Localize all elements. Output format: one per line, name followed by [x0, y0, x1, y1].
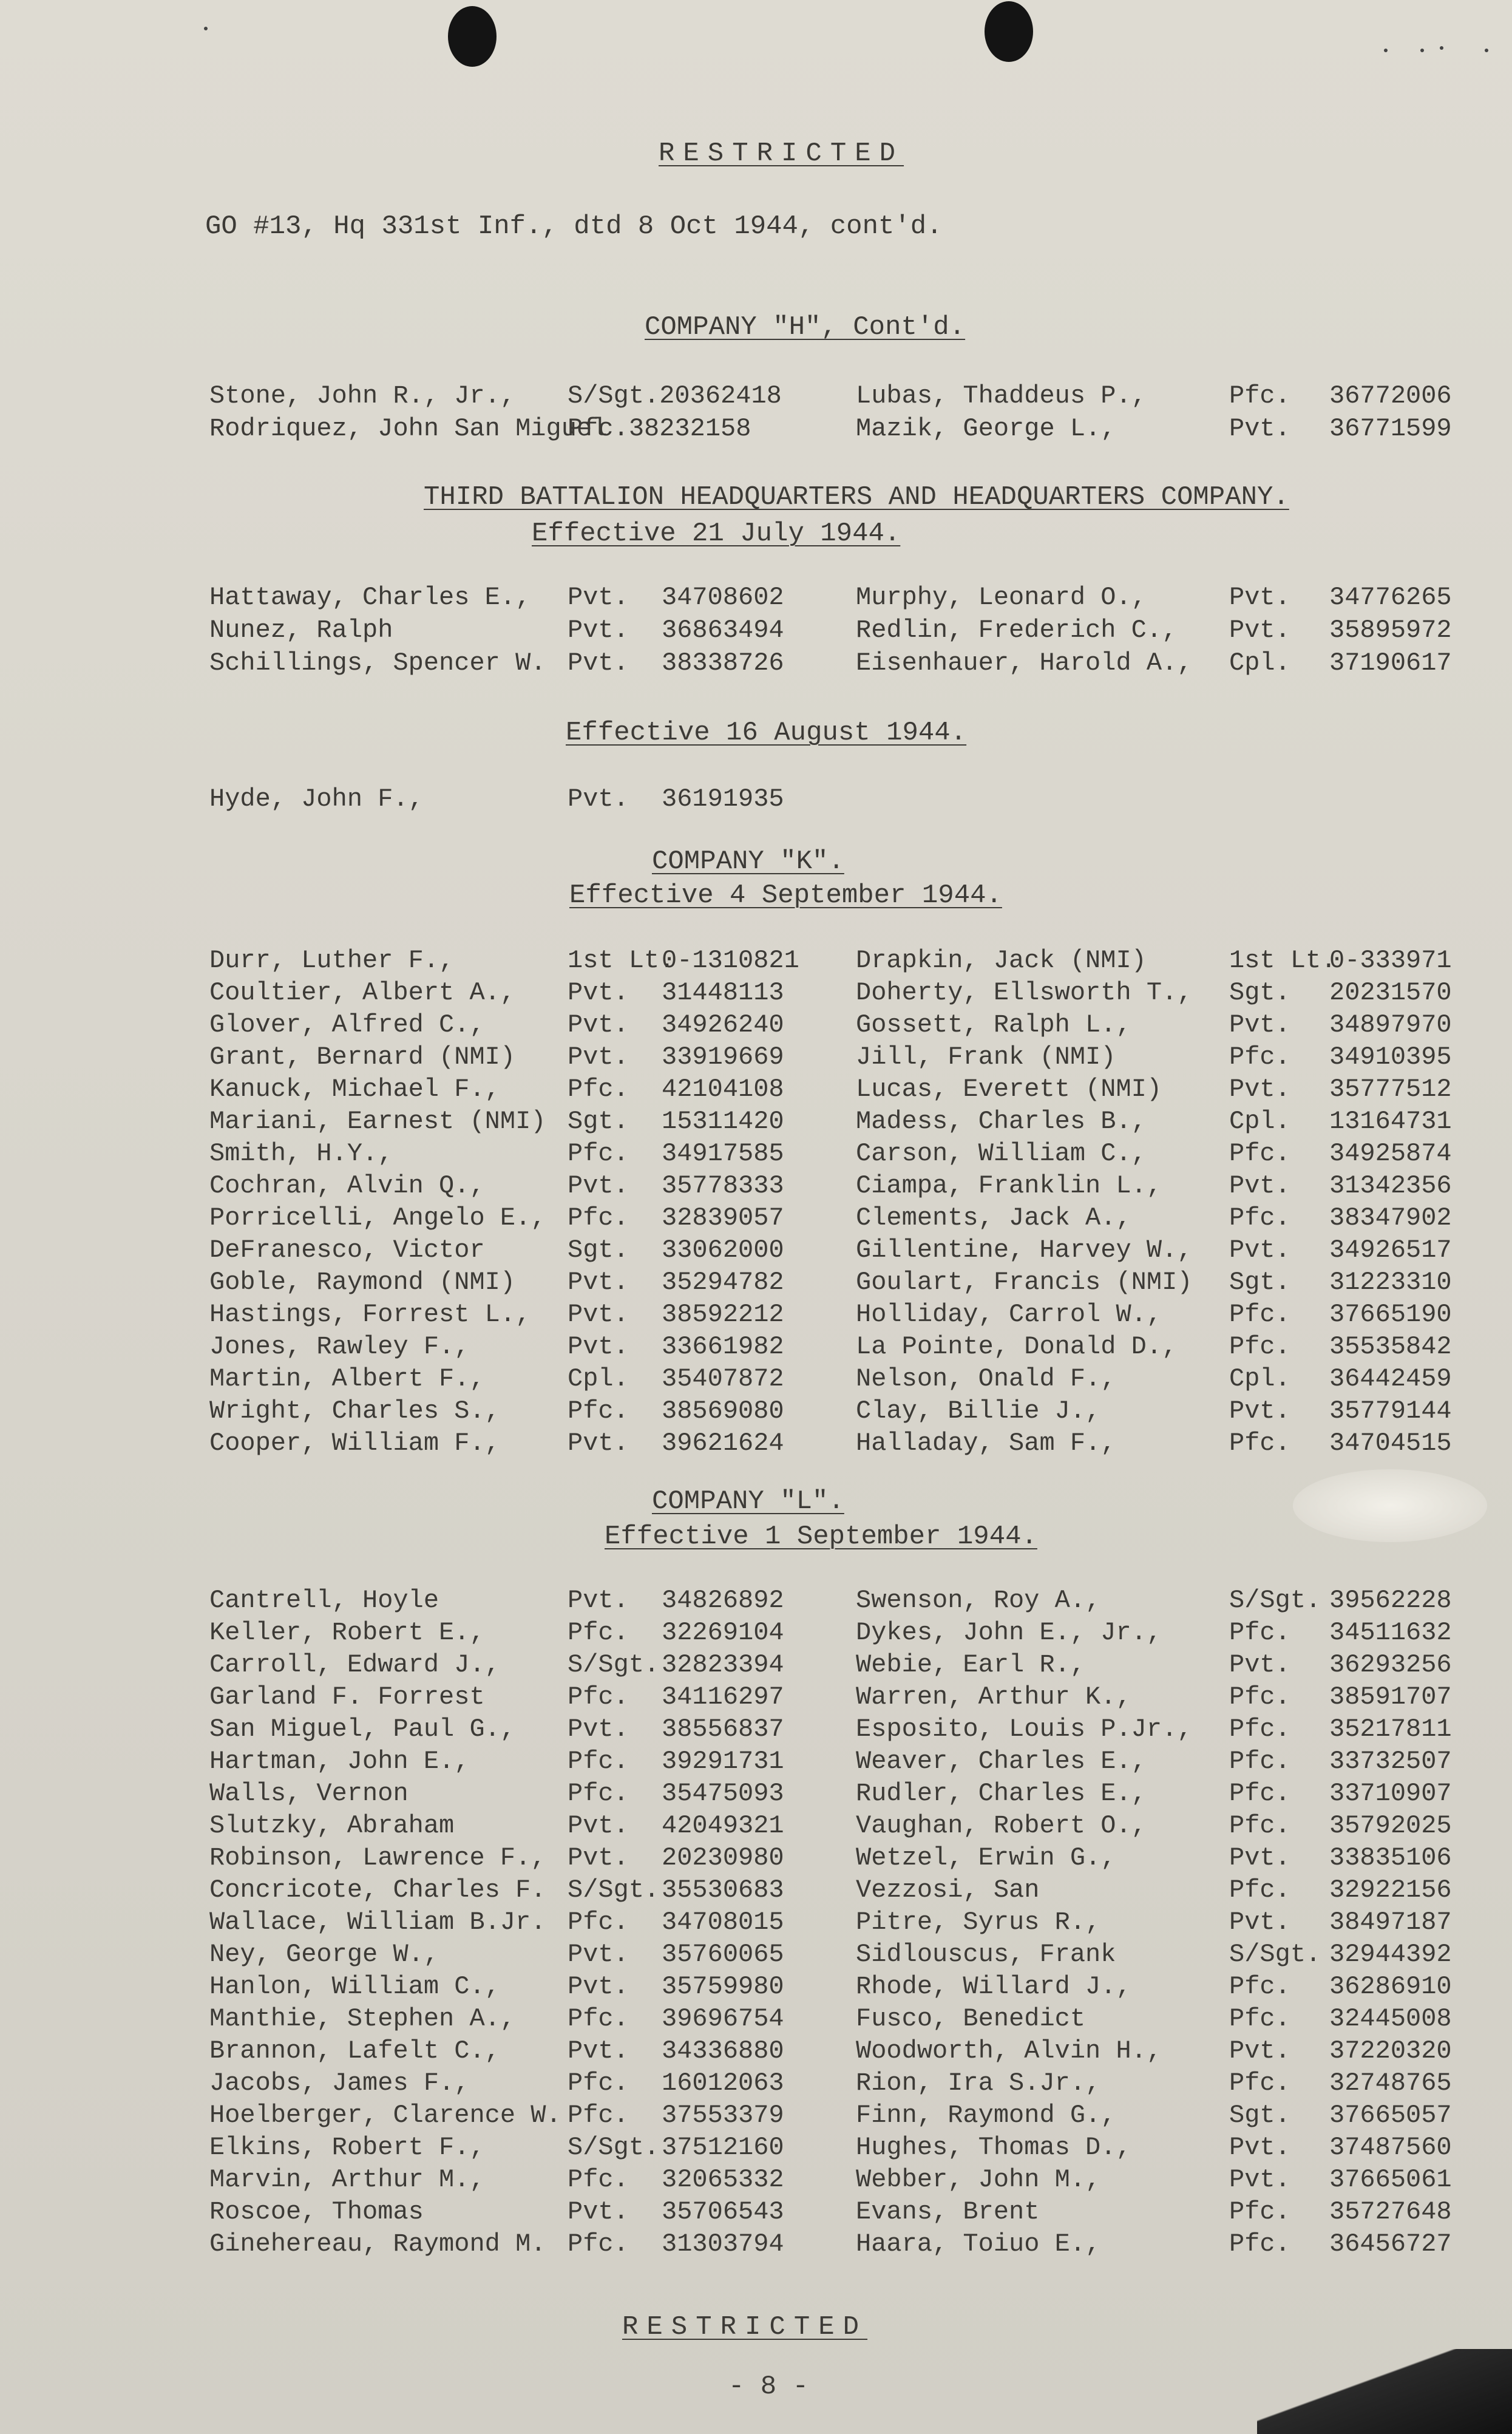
roster-cell-serial-right: 36771599 — [1329, 414, 1452, 443]
roster-cell-rank-right: Pvt. — [1229, 2165, 1290, 2194]
roster-cell-rank-left: Pvt. — [568, 1268, 629, 1297]
roster-cell-serial-left: 35778333 — [662, 1171, 784, 1200]
roster-cell-name-right: Jill, Frank (NMI) — [856, 1042, 1116, 1072]
roster-cell-rank-right: Pvt. — [1229, 1396, 1290, 1426]
roster-cell-name-right: Gillentine, Harvey W., — [856, 1236, 1193, 1265]
roster-cell-name-left: Cochran, Alvin Q., — [209, 1171, 485, 1200]
roster-cell-name-left: Glover, Alfred C., — [209, 1010, 485, 1039]
roster-cell-rank-right: Sgt. — [1229, 1268, 1290, 1297]
roster-cell-name-left: Rodriquez, John San Miguel — [209, 414, 608, 443]
roster-cell-name-left: Carroll, Edward J., — [209, 1650, 500, 1679]
roster-cell-rank-left: Pfc. — [568, 1747, 629, 1776]
roster-cell-name-right: Clements, Jack A., — [856, 1203, 1131, 1232]
roster-cell-rank-right: Pfc. — [1229, 1972, 1290, 2001]
roster-cell-rank-right: Pfc. — [1229, 1779, 1290, 1808]
roster-cell-name-left: Hastings, Forrest L., — [209, 1300, 531, 1329]
roster-cell-rank-right: Pfc. — [1229, 1715, 1290, 1744]
roster-cell-name-right: Weaver, Charles E., — [856, 1747, 1147, 1776]
roster-cell-rank-left: S/Sgt. — [568, 1650, 660, 1679]
roster-cell-name-left: Elkins, Robert F., — [209, 2133, 485, 2162]
roster-cell-serial-right: 20231570 — [1329, 978, 1452, 1007]
effective-date-company-l: Effective 1 September 1944. — [605, 1521, 1037, 1552]
roster-cell-serial-right: 35792025 — [1329, 1811, 1452, 1840]
roster-cell-serial-right: 31342356 — [1329, 1171, 1452, 1200]
roster-cell-name-left: Martin, Albert F., — [209, 1364, 485, 1393]
roster-cell-rank-right: Pvt. — [1229, 1010, 1290, 1039]
roster-cell-name-left: Mariani, Earnest (NMI) — [209, 1107, 546, 1136]
roster-cell-rank-left: Pvt. — [568, 2197, 629, 2226]
roster-cell-rank-left: Pvt. — [568, 1972, 629, 2001]
roster-cell-serial-right: 34910395 — [1329, 1042, 1452, 1072]
roster-cell-rank-left: Sgt. — [568, 1107, 629, 1136]
roster-cell-rank-right: Pfc. — [1229, 1300, 1290, 1329]
roster-cell-rank-right: Cpl. — [1229, 648, 1290, 678]
roster-cell-name-right: Hughes, Thomas D., — [856, 2133, 1131, 2162]
roster-cell-name-left: Goble, Raymond (NMI) — [209, 1268, 516, 1297]
ink-speck — [1420, 49, 1424, 52]
roster-cell-serial-right: 34926517 — [1329, 1236, 1452, 1265]
roster-cell-name-right: Goulart, Francis (NMI) — [856, 1268, 1193, 1297]
roster-cell-serial-right: 38591707 — [1329, 1682, 1452, 1712]
roster-cell-rank-left: Pfc. — [568, 2069, 629, 2098]
roster-cell-name-left: Ginehereau, Raymond M. — [209, 2229, 546, 2259]
roster-cell-name-right: Swenson, Roy A., — [856, 1586, 1101, 1615]
roster-cell-rank-right: Sgt. — [1229, 2101, 1290, 2130]
torn-corner — [1257, 2349, 1512, 2434]
roster-cell-name-left: Hanlon, William C., — [209, 1972, 500, 2001]
roster-cell-serial-left: 31303794 — [662, 2229, 784, 2259]
roster-cell-name-right: Carson, William C., — [856, 1139, 1147, 1168]
roster-cell-serial-right: 32445008 — [1329, 2004, 1452, 2033]
roster-cell-rank-right: Pfc. — [1229, 1811, 1290, 1840]
roster-cell-name-right: Lubas, Thaddeus P., — [856, 381, 1147, 410]
roster-cell-serial-right: 32944392 — [1329, 1940, 1452, 1969]
roster-cell-rank-right: Cpl. — [1229, 1364, 1290, 1393]
roster-cell-name-left: Coultier, Albert A., — [209, 978, 516, 1007]
roster-cell-rank-right: Pvt. — [1229, 583, 1290, 612]
roster-cell-name-right: Lucas, Everett (NMI) — [856, 1075, 1162, 1104]
roster-cell-name-left: Ney, George W., — [209, 1940, 439, 1969]
roster-cell-serial-right: 0-333971 — [1329, 946, 1452, 975]
roster-cell-rank-left: Pvt. — [568, 1042, 629, 1072]
roster-cell-serial-right: 34776265 — [1329, 583, 1452, 612]
roster-cell-name-right: Ciampa, Franklin L., — [856, 1171, 1162, 1200]
roster-cell-serial-right: 36772006 — [1329, 381, 1452, 410]
roster-cell-rank-right: Cpl. — [1229, 1107, 1290, 1136]
roster-cell-serial-left: 20230980 — [662, 1843, 784, 1872]
roster-cell-name-right: Vezzosi, San — [856, 1875, 1040, 1905]
roster-cell-rank-left: Pfc. — [568, 1139, 629, 1168]
roster-cell-name-left: San Miguel, Paul G., — [209, 1715, 516, 1744]
roster-cell-serial-right: 34925874 — [1329, 1139, 1452, 1168]
roster-cell-name-right: Sidlouscus, Frank — [856, 1940, 1116, 1969]
roster-cell-serial-right: 13164731 — [1329, 1107, 1452, 1136]
roster-cell-serial-right: 35727648 — [1329, 2197, 1452, 2226]
roster-cell-name-left: Jones, Rawley F., — [209, 1332, 470, 1361]
roster-cell-rank-left: Pvt. — [568, 1715, 629, 1744]
roster-cell-rank-right: Pvt. — [1229, 1650, 1290, 1679]
roster-cell-rank-left: Pfc. — [568, 2165, 629, 2194]
roster-cell-serial-right: 33710907 — [1329, 1779, 1452, 1808]
restricted-footer: RESTRICTED — [622, 2312, 868, 2342]
roster-cell-serial-left: 0-1310821 — [662, 946, 799, 975]
roster-cell-rank-right: Pfc. — [1229, 1875, 1290, 1905]
roster-cell-rank-right: S/Sgt. — [1229, 1940, 1321, 1969]
roster-cell-serial-right: 36442459 — [1329, 1364, 1452, 1393]
roster-cell-serial-right: 34511632 — [1329, 1618, 1452, 1647]
roster-cell-rank-right: Pvt. — [1229, 1075, 1290, 1104]
roster-cell-serial-left: 36863494 — [662, 616, 784, 645]
roster-cell-rank-right: Pvt. — [1229, 2036, 1290, 2065]
roster-cell-rank-left: Pvt. — [568, 1429, 629, 1458]
roster-cell-name-right: Rhode, Willard J., — [856, 1972, 1131, 2001]
roster-cell-rank-left: Pfc. — [568, 1908, 629, 1937]
roster-cell-rank-right: Pvt. — [1229, 414, 1290, 443]
roster-cell-serial-right: 38497187 — [1329, 1908, 1452, 1937]
roster-cell-rank-left: Pfc. — [568, 1203, 629, 1232]
roster-cell-name-left: DeFranesco, Victor — [209, 1236, 485, 1265]
roster-cell-rank-left: S/Sgt.20362418 — [568, 381, 782, 410]
roster-cell-serial-left: 39696754 — [662, 2004, 784, 2033]
roster-cell-serial-left: 38556837 — [662, 1715, 784, 1744]
roster-cell-serial-left: 34826892 — [662, 1586, 784, 1615]
roster-cell-serial-right: 36286910 — [1329, 1972, 1452, 2001]
roster-cell-name-left: Schillings, Spencer W. — [209, 648, 546, 678]
roster-cell-name-right: Vaughan, Robert O., — [856, 1811, 1147, 1840]
roster-cell-name-right: Madess, Charles B., — [856, 1107, 1147, 1136]
roster-cell-name-left: Durr, Luther F., — [209, 946, 455, 975]
roster-cell-name-right: Doherty, Ellsworth T., — [856, 978, 1193, 1007]
roster-cell-rank-right: 1st Lt. — [1229, 946, 1337, 975]
roster-cell-name-left: Nunez, Ralph — [209, 616, 393, 645]
roster-cell-name-right: Webber, John M., — [856, 2165, 1101, 2194]
roster-cell-serial-right: 34897970 — [1329, 1010, 1452, 1039]
roster-cell-serial-right: 35777512 — [1329, 1075, 1452, 1104]
roster-cell-serial-left: 33661982 — [662, 1332, 784, 1361]
roster-cell-rank-left: Pvt. — [568, 648, 629, 678]
roster-cell-name-left: Manthie, Stephen A., — [209, 2004, 516, 2033]
roster-cell-rank-left: Pvt. — [568, 1843, 629, 1872]
roster-cell-serial-right: 36293256 — [1329, 1650, 1452, 1679]
effective-date-third-battalion-1: Effective 21 July 1944. — [532, 518, 901, 549]
roster-cell-rank-left: Pfc. — [568, 1618, 629, 1647]
roster-cell-serial-right: 37665190 — [1329, 1300, 1452, 1329]
roster-cell-rank-right: Pvt. — [1229, 2133, 1290, 2162]
roster-cell-serial-left: 35407872 — [662, 1364, 784, 1393]
roster-cell-name-left: Keller, Robert E., — [209, 1618, 485, 1647]
roster-cell-rank-right: Pfc. — [1229, 2229, 1290, 2259]
roster-cell-name-left: Smith, H.Y., — [209, 1139, 393, 1168]
roster-cell-name-left: Concricote, Charles F. — [209, 1875, 546, 1905]
roster-cell-name-left: Walls, Vernon — [209, 1779, 409, 1808]
roster-cell-rank-right: Pfc. — [1229, 1429, 1290, 1458]
roster-cell-serial-right: 36456727 — [1329, 2229, 1452, 2259]
roster-cell-name-left: Jacobs, James F., — [209, 2069, 470, 2098]
roster-cell-serial-right: 33835106 — [1329, 1843, 1452, 1872]
roster-cell-name-right: Woodworth, Alvin H., — [856, 2036, 1162, 2065]
roster-cell-rank-right: S/Sgt. — [1229, 1586, 1321, 1615]
roster-cell-serial-left: 15311420 — [662, 1107, 784, 1136]
roster-cell-rank-right: Pvt. — [1229, 1171, 1290, 1200]
roster-cell-serial-right: 35895972 — [1329, 616, 1452, 645]
roster-cell-rank-left: Pfc. — [568, 2004, 629, 2033]
roster-cell-rank-left: Pvt. — [568, 583, 629, 612]
roster-cell-rank-left: Pvt. — [568, 1811, 629, 1840]
roster-cell-serial-left: 16012063 — [662, 2069, 784, 2098]
ink-speck — [1384, 49, 1388, 52]
roster-cell-serial-left: 38592212 — [662, 1300, 784, 1329]
roster-cell-name-right: Redlin, Frederich C., — [856, 616, 1178, 645]
roster-cell-serial-left: 32065332 — [662, 2165, 784, 2194]
punch-hole-left — [448, 6, 497, 67]
roster-cell-name-left: Wallace, William B.Jr. — [209, 1908, 546, 1937]
roster-cell-rank-left: Pfc.38232158 — [568, 414, 751, 443]
roster-cell-rank-left: Sgt. — [568, 1236, 629, 1265]
roster-cell-serial-left: 32839057 — [662, 1203, 784, 1232]
roster-cell-serial-left: 33919669 — [662, 1042, 784, 1072]
roster-cell-rank-left: Pfc. — [568, 1682, 629, 1712]
roster-cell-serial-left: 37553379 — [662, 2101, 784, 2130]
roster-cell-serial-right: 37665057 — [1329, 2101, 1452, 2130]
ink-speck — [1485, 49, 1488, 52]
roster-cell-name-right: Holliday, Carrol W., — [856, 1300, 1162, 1329]
roster-cell-serial-left: 42049321 — [662, 1811, 784, 1840]
roster-cell-rank-left: Pvt. — [568, 616, 629, 645]
roster-cell-name-left: Stone, John R., Jr., — [209, 381, 516, 410]
roster-cell-name-left: Grant, Bernard (NMI) — [209, 1042, 516, 1072]
roster-cell-serial-right: 35779144 — [1329, 1396, 1452, 1426]
roster-cell-name-left: Garland F. Forrest — [209, 1682, 485, 1712]
roster-cell-serial-right: 32748765 — [1329, 2069, 1452, 2098]
effective-date-third-battalion-2: Effective 16 August 1944. — [566, 718, 967, 748]
roster-cell-rank-right: Pfc. — [1229, 1747, 1290, 1776]
roster-cell-serial-left: 34116297 — [662, 1682, 784, 1712]
roster-cell-name-right: Mazik, George L., — [856, 414, 1116, 443]
roster-cell-name-right: Rudler, Charles E., — [856, 1779, 1147, 1808]
roster-cell-serial-left: 33062000 — [662, 1236, 784, 1265]
roster-cell-name-right: Gossett, Ralph L., — [856, 1010, 1131, 1039]
roster-cell-serial-right: 37665061 — [1329, 2165, 1452, 2194]
section-title-third-battalion: THIRD BATTALION HEADQUARTERS AND HEADQUARTERS COMPANY. — [424, 482, 1289, 512]
roster-cell-rank-left: 1st Lt. — [568, 946, 675, 975]
roster-cell-serial-right: 35217811 — [1329, 1715, 1452, 1744]
roster-cell-serial-left: 35759980 — [662, 1972, 784, 2001]
roster-cell-rank-right: Pvt. — [1229, 1236, 1290, 1265]
roster-cell-name-right: Halladay, Sam F., — [856, 1429, 1116, 1458]
roster-cell-rank-right: Pvt. — [1229, 1843, 1290, 1872]
roster-cell-name-right: Pitre, Syrus R., — [856, 1908, 1101, 1937]
roster-cell-serial-right: 38347902 — [1329, 1203, 1452, 1232]
roster-cell-name-right: Drapkin, Jack (NMI) — [856, 946, 1147, 975]
roster-cell-rank-left: Pvt. — [568, 1171, 629, 1200]
roster-cell-name-right: Eisenhauer, Harold A., — [856, 648, 1193, 678]
roster-cell-name-left: Cantrell, Hoyle — [209, 1586, 439, 1615]
roster-cell-name-right: Rion, Ira S.Jr., — [856, 2069, 1101, 2098]
roster-cell-name-left: Brannon, Lafelt C., — [209, 2036, 500, 2065]
punch-hole-right — [985, 1, 1033, 62]
roster-cell-rank-left: Pfc. — [568, 1396, 629, 1426]
roster-cell-name-left: Hattaway, Charles E., — [209, 583, 531, 612]
roster-cell-serial-left: 32269104 — [662, 1618, 784, 1647]
roster-cell-rank-right: Pfc. — [1229, 1618, 1290, 1647]
ink-speck — [204, 27, 208, 30]
roster-cell-name-right: Haara, Toiuo E., — [856, 2229, 1101, 2259]
roster-cell-rank-left: Pvt. — [568, 1586, 629, 1615]
roster-cell-rank-left: S/Sgt. — [568, 1875, 660, 1905]
roster-cell-serial-left: 31448113 — [662, 978, 784, 1007]
roster-cell-serial-left: 34926240 — [662, 1010, 784, 1039]
roster-cell-name-right: Finn, Raymond G., — [856, 2101, 1116, 2130]
roster-cell-serial-left: 35760065 — [662, 1940, 784, 1969]
roster-cell-name-right: Wetzel, Erwin G., — [856, 1843, 1116, 1872]
roster-cell-rank-right: Sgt. — [1229, 978, 1290, 1007]
roster-cell-serial-left: 35530683 — [662, 1875, 784, 1905]
roster-cell-serial-right: 37487560 — [1329, 2133, 1452, 2162]
roster-cell-rank-left: Pfc. — [568, 1779, 629, 1808]
roster-cell-serial-left: 34336880 — [662, 2036, 784, 2065]
roster-cell-name-right: La Pointe, Donald D., — [856, 1332, 1178, 1361]
roster-cell-rank-right: Pfc. — [1229, 1682, 1290, 1712]
effective-date-company-k: Effective 4 September 1944. — [569, 880, 1002, 911]
section-title-company-k: COMPANY "K". — [652, 846, 844, 877]
roster-cell-rank-right: Pvt. — [1229, 616, 1290, 645]
roster-cell-rank-left: Pvt. — [568, 1940, 629, 1969]
roster-cell-name-right: Webie, Earl R., — [856, 1650, 1086, 1679]
roster-cell-name-left: Hyde, John F., — [209, 784, 424, 814]
roster-cell-rank-right: Pfc. — [1229, 381, 1290, 410]
roster-cell-rank-left: Pvt. — [568, 2036, 629, 2065]
roster-cell-name-left: Hartman, John E., — [209, 1747, 470, 1776]
roster-cell-name-left: Slutzky, Abraham — [209, 1811, 455, 1840]
roster-cell-name-left: Cooper, William F., — [209, 1429, 500, 1458]
roster-cell-name-right: Nelson, Onald F., — [856, 1364, 1116, 1393]
roster-cell-name-left: Porricelli, Angelo E., — [209, 1203, 546, 1232]
roster-cell-serial-right: 31223310 — [1329, 1268, 1452, 1297]
roster-cell-rank-left: S/Sgt. — [568, 2133, 660, 2162]
roster-cell-serial-right: 32922156 — [1329, 1875, 1452, 1905]
roster-cell-name-right: Esposito, Louis P.Jr., — [856, 1715, 1193, 1744]
general-order-line: GO #13, Hq 331st Inf., dtd 8 Oct 1944, cont'd. — [205, 211, 943, 242]
section-title-company-h: COMPANY "H", Cont'd. — [645, 312, 966, 342]
roster-cell-rank-left: Pvt. — [568, 784, 629, 814]
ink-speck — [1440, 46, 1443, 50]
roster-cell-rank-left: Pvt. — [568, 1300, 629, 1329]
roster-cell-serial-right: 33732507 — [1329, 1747, 1452, 1776]
roster-cell-name-right: Warren, Arthur K., — [856, 1682, 1131, 1712]
roster-cell-name-left: Marvin, Arthur M., — [209, 2165, 485, 2194]
roster-cell-serial-right: 34704515 — [1329, 1429, 1452, 1458]
roster-cell-serial-left: 39621624 — [662, 1429, 784, 1458]
roster-cell-rank-left: Pfc. — [568, 1075, 629, 1104]
roster-cell-serial-left: 38569080 — [662, 1396, 784, 1426]
roster-cell-rank-right: Pfc. — [1229, 1042, 1290, 1072]
roster-cell-rank-left: Pfc. — [568, 2101, 629, 2130]
roster-cell-serial-left: 36191935 — [662, 784, 784, 814]
roster-cell-serial-right: 37220320 — [1329, 2036, 1452, 2065]
roster-cell-serial-right: 37190617 — [1329, 648, 1452, 678]
roster-cell-serial-left: 34708602 — [662, 583, 784, 612]
roster-cell-serial-left: 35294782 — [662, 1268, 784, 1297]
roster-cell-name-right: Murphy, Leonard O., — [856, 583, 1147, 612]
roster-cell-serial-left: 42104108 — [662, 1075, 784, 1104]
roster-cell-rank-right: Pfc. — [1229, 2197, 1290, 2226]
roster-cell-rank-right: Pfc. — [1229, 2004, 1290, 2033]
roster-cell-rank-right: Pfc. — [1229, 1139, 1290, 1168]
roster-cell-rank-right: Pvt. — [1229, 1908, 1290, 1937]
roster-cell-rank-right: Pfc. — [1229, 1203, 1290, 1232]
roster-cell-name-right: Evans, Brent — [856, 2197, 1040, 2226]
roster-cell-rank-left: Pvt. — [568, 1010, 629, 1039]
roster-cell-serial-left: 39291731 — [662, 1747, 784, 1776]
roster-cell-serial-left: 37512160 — [662, 2133, 784, 2162]
roster-cell-serial-right: 35535842 — [1329, 1332, 1452, 1361]
roster-cell-serial-left: 34708015 — [662, 1908, 784, 1937]
roster-cell-rank-left: Pvt. — [568, 1332, 629, 1361]
roster-cell-rank-left: Pfc. — [568, 2229, 629, 2259]
roster-cell-rank-right: Pfc. — [1229, 2069, 1290, 2098]
roster-cell-name-right: Dykes, John E., Jr., — [856, 1618, 1162, 1647]
roster-cell-serial-left: 38338726 — [662, 648, 784, 678]
section-title-company-l: COMPANY "L". — [652, 1486, 844, 1517]
paper-stain — [1293, 1469, 1487, 1542]
roster-cell-name-left: Wright, Charles S., — [209, 1396, 500, 1426]
roster-cell-rank-left: Cpl. — [568, 1364, 629, 1393]
roster-cell-serial-left: 35706543 — [662, 2197, 784, 2226]
roster-cell-name-left: Robinson, Lawrence F., — [209, 1843, 546, 1872]
roster-cell-name-right: Fusco, Benedict — [856, 2004, 1086, 2033]
page-number: - 8 - — [728, 2371, 809, 2402]
roster-cell-rank-right: Pfc. — [1229, 1332, 1290, 1361]
roster-cell-name-left: Roscoe, Thomas — [209, 2197, 424, 2226]
roster-cell-name-left: Hoelberger, Clarence W. — [209, 2101, 561, 2130]
roster-cell-rank-left: Pvt. — [568, 978, 629, 1007]
roster-cell-serial-left: 32823394 — [662, 1650, 784, 1679]
roster-cell-serial-left: 35475093 — [662, 1779, 784, 1808]
roster-cell-serial-left: 34917585 — [662, 1139, 784, 1168]
restricted-header: RESTRICTED — [659, 138, 904, 169]
roster-cell-name-left: Kanuck, Michael F., — [209, 1075, 500, 1104]
roster-cell-serial-right: 39562228 — [1329, 1586, 1452, 1615]
roster-cell-name-right: Clay, Billie J., — [856, 1396, 1101, 1426]
